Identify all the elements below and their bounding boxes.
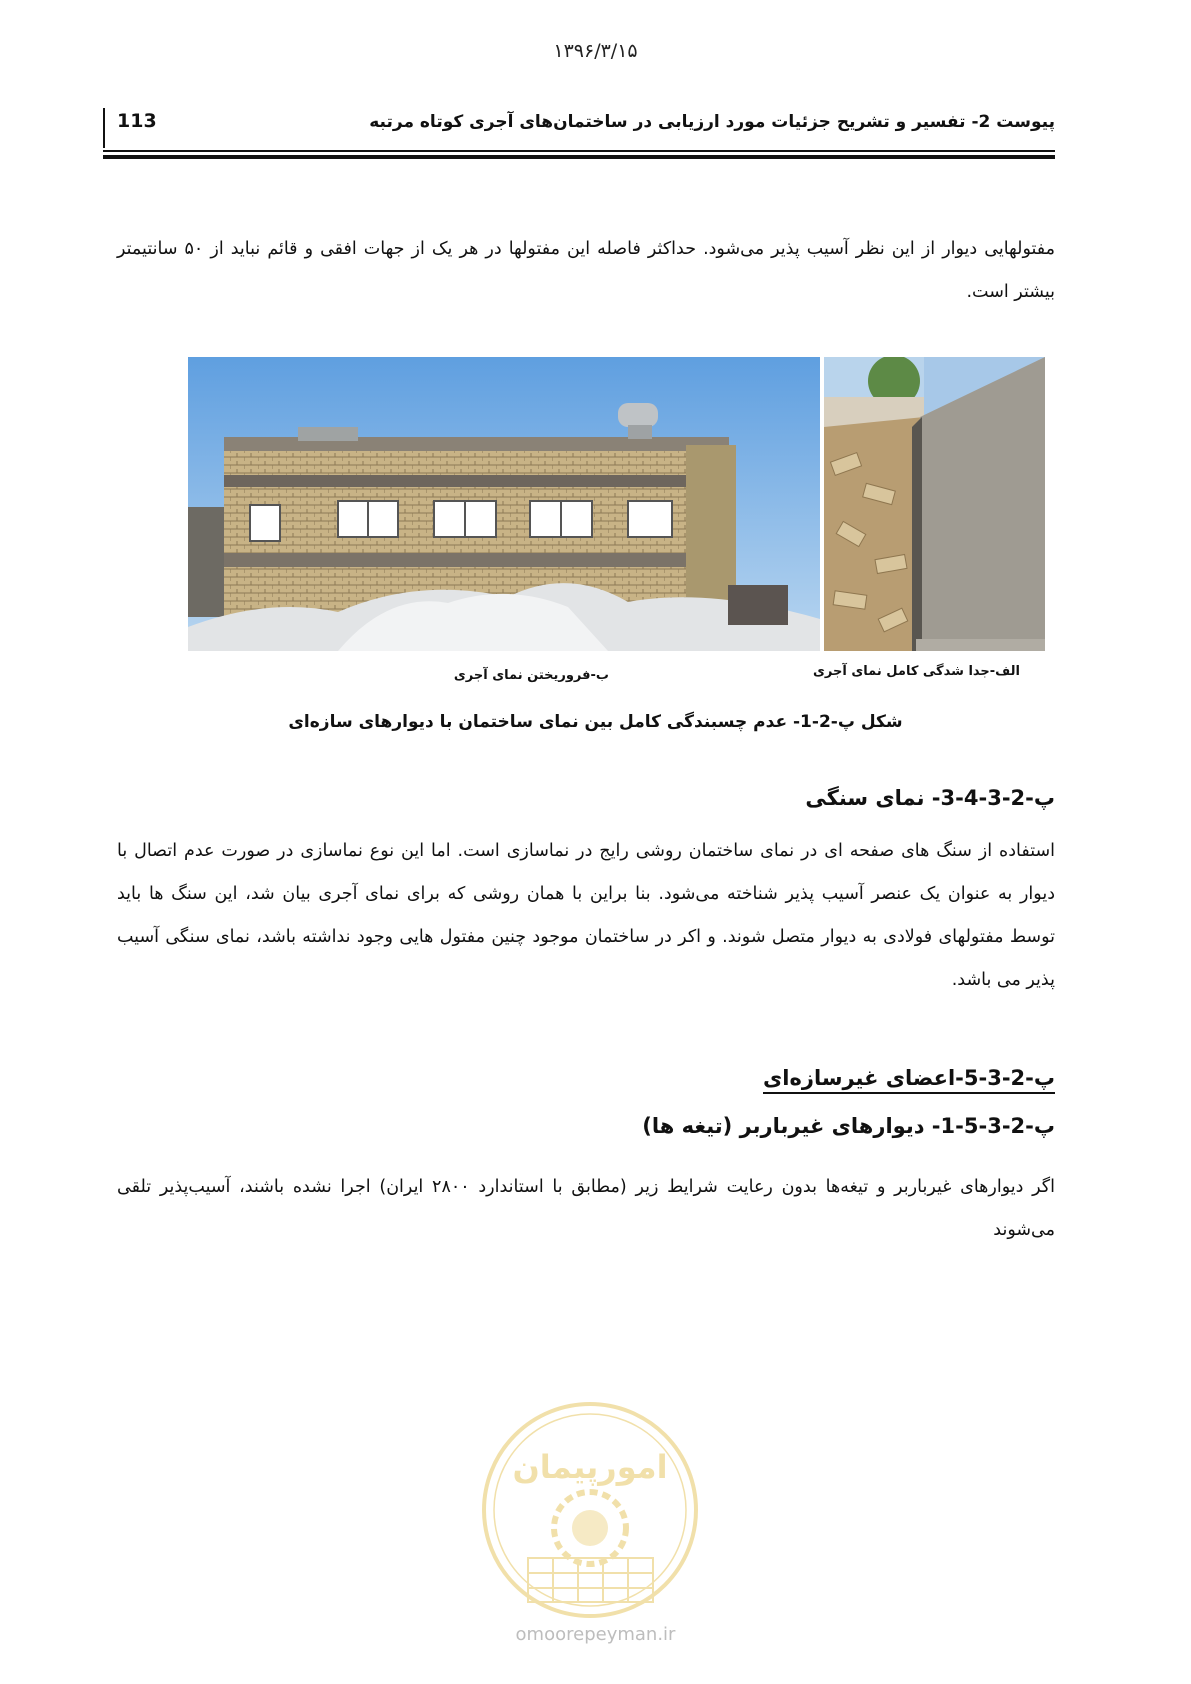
header-rule-thin [103,150,1055,152]
header-rule-thick [103,155,1055,159]
page-number: 113 [117,110,157,132]
stone-facade-paragraph: استفاده از سنگ های صفحه ای در نمای ساختمان روشی رایج در نماسازی است. اما این نوع نماسازی در صورت عدم اتصال با دیوار به عنوان یک عنصر آسیب پذیر شناخته می‌شود. بنا براین با همان روشی که برای نمای آجری بیان شد، این سنگ ها باید توسط مفتولهای فولادی به دیوار متصل شوند. و اکر در ساختمان موجود چنین مفتول هایی وجود نداشته باشد، نمای سنگی آسیب پذیر می باشد. [117,841,1055,990]
watermark-logo-text: امورپیمان [512,1448,668,1486]
caption-b: ب-فروریختن نمای آجری [453,668,609,683]
watermark-logo [478,1398,703,1623]
section-heading-nonstructural: پ-2-3-5-اعضای غیرسازه‌ای [763,1066,1055,1094]
running-title: پیوست 2- تفسیر و تشریح جزئیات مورد ارزیابی در ساختمان‌های آجری کوتاه مرتبه [369,112,1055,132]
watermark-url: omoorepeyman.ir [515,1624,676,1645]
partition-walls-paragraph: اگر دیوارهای غیرباربر و تیغه‌ها بدون رعایت شرایط زیر (مطابق با استاندارد ۲۸۰۰ ایران) اجرا نشده باشند، آسیب‌پذیر تلقی می‌شوند [117,1177,1055,1240]
photo-detached-brick-facade [824,357,1045,651]
subsection-heading-partition-walls: پ-2-3-5-1- دیوارهای غیرباربر (تیغه ها) [642,1114,1055,1138]
caption-a: الف-جدا شدگی کامل نمای آجری [813,664,1020,679]
section-heading-stone-facade: پ-2-3-4-3- نمای سنگی [805,786,1055,810]
page-date: ۱۳۹۶/۳/۱۵ [553,40,638,62]
figure [188,357,1045,651]
intro-paragraph: مفتولهایی دیوار از این نظر آسیب پذیر می‌شود. حداکثر فاصله این مفتولها در هر یک از جهات افقی و قائم نباید از ۵۰ سانتیمتر بیشتر است. [117,239,1055,302]
photo-collapsed-brick-facade [188,357,820,651]
figure-title: شکل پ-2-1- عدم چسبندگی کامل بین نمای ساختمان با دیوارهای سازه‌ای [288,712,903,732]
page-header [103,108,1055,150]
header-divider [103,108,105,148]
